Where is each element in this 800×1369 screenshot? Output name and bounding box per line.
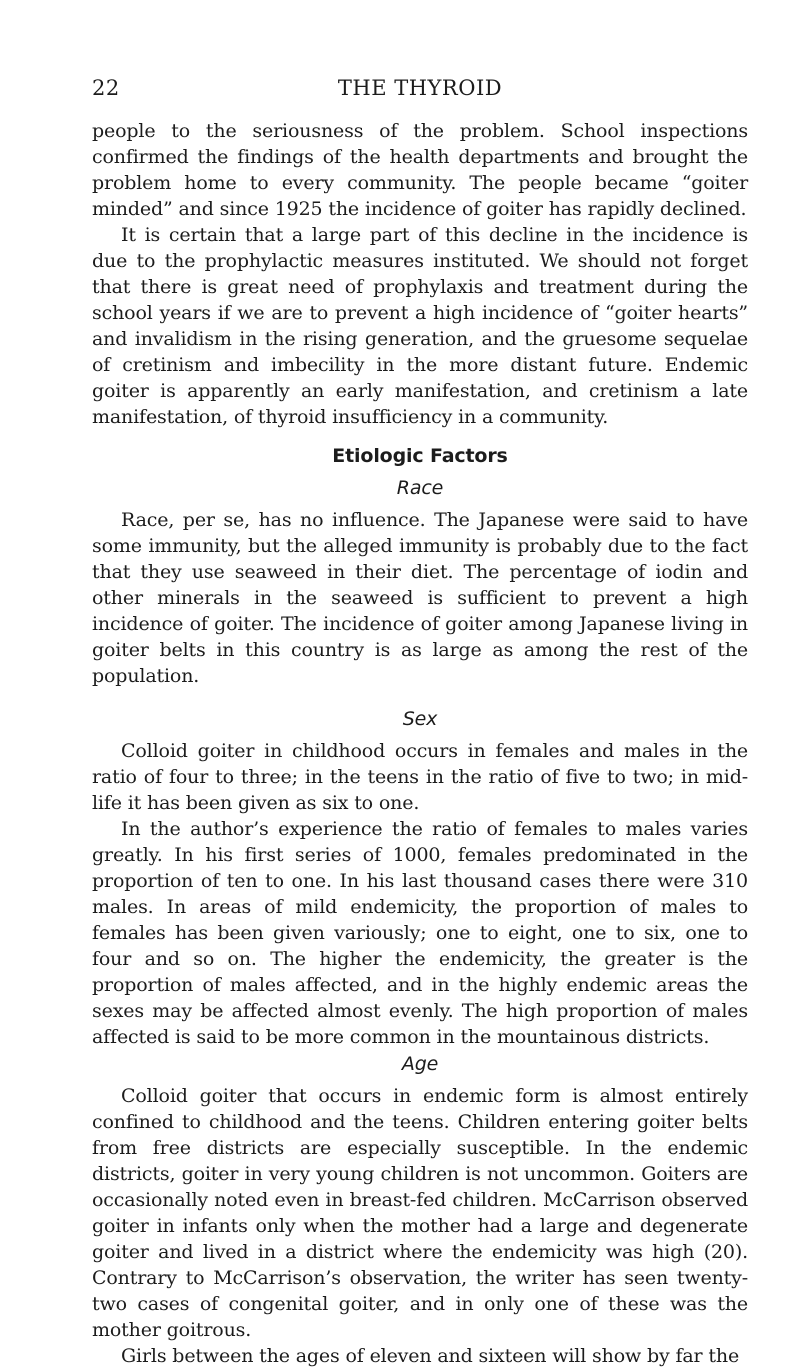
page-number: 22 (92, 76, 120, 100)
section-heading-etiologic-factors: Etiologic Factors (332, 445, 508, 467)
paragraph-continuation: people to the seriousness of the problem. School inspections confirmed the findings of the health departments and brought the problem home to every community. The people became “goiter minded” and since 1925 the incidence of goiter has rapidly declined. (92, 120, 748, 220)
paragraph-sex-experience: In the author’s experience the ratio of females to males varies greatly. In his first series of 1000, females predominated in the proportion of ten to one. In his last thousand cases there were 310 males. In areas of mild endemicity, the proportion of males to females has been given variously; one to eight, one to six, one to four and so on. The higher the endemicity, the greater is the proportion of males affected, and in the highly endemic areas the sexes may be affected almost evenly. The high proportion of males affected is said to be more common in the mountainous districts. (92, 818, 748, 1048)
running-title: THE THYROID (337, 76, 503, 100)
running-head (92, 76, 748, 116)
paragraph-race: Race, per se, has no influence. The Japanese were said to have some immunity, but the alleged immunity is probably due to the fact that they use seaweed in their diet. The percentage of iodin and other minerals in the seaweed is sufficient to prevent a high incidence of goiter. The incidence of goiter among Japanese living in goiter belts in this country is as large as among the rest of the population. (92, 509, 748, 687)
subheading-race: Race (396, 477, 444, 499)
paragraph-prophylaxis: It is certain that a large part of this decline in the incidence is due to the prophylactic measures instituted. We should not forget that there is great need of prophylaxis and treatment during the school years if we are to prevent a high incidence of “goiter hearts” and invalidism in the rising generation, and the gruesome sequelae of cretinism and imbecility in the more distant future. Endemic goiter is apparently an early manifestation, and cretinism a late manifestation, of thyroid insufficiency in a community. (92, 224, 748, 428)
paragraph-age-girls: Girls between the ages of eleven and sixteen will show by far the (121, 1345, 740, 1367)
subheading-age: Age (401, 1053, 439, 1075)
page-body (92, 118, 748, 1369)
paragraph-age: Colloid goiter that occurs in endemic form is almost entirely confined to childhood and the teens. Children entering goiter belts from free districts are especially susceptible. In the endemic districts, goiter in very young children is not uncommon. Goiters are occasionally noted even in breast-fed children. McCarrison observed goiter in infants only when the mother had a large and degenerate goiter and lived in a district where the endemicity was high (20). Contrary to McCarrison’s observation, the writer has seen twenty-two cases of congenital goiter, and in only one of these was the mother goitrous. (92, 1085, 748, 1341)
paragraph-sex-ratio: Colloid goiter in childhood occurs in females and males in the ratio of four to three; in the teens in the ratio of five to two; in mid-life it has been given as six to one. (92, 740, 748, 814)
subheading-sex: Sex (402, 708, 438, 730)
